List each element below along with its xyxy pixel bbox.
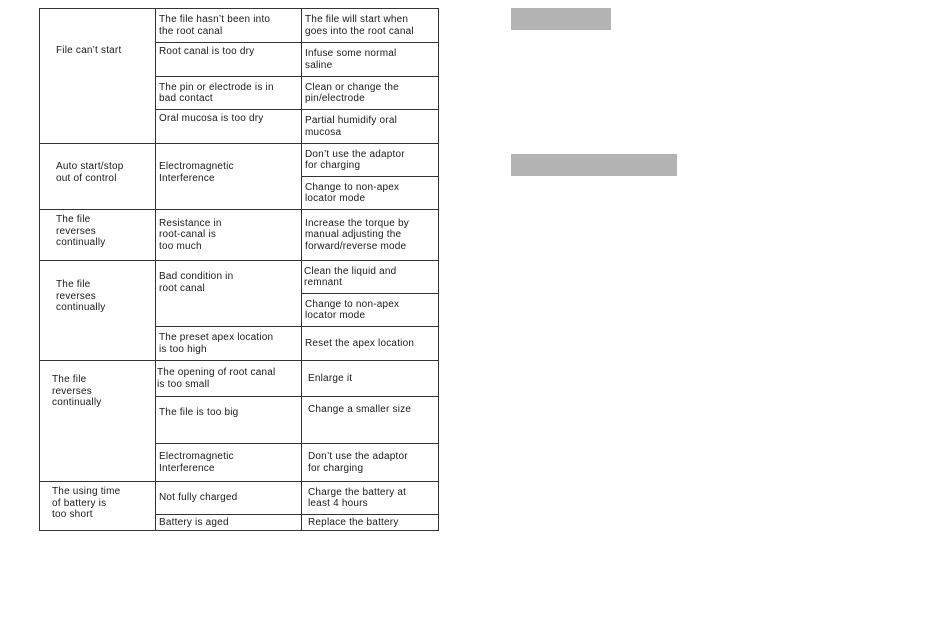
solution-text: Clean the liquid and remnant xyxy=(304,265,397,288)
problem-cell xyxy=(40,144,156,210)
cause-text: Electromagnetic Interference xyxy=(159,451,234,474)
cause-text: Battery is aged xyxy=(159,516,229,528)
solution-text: Change a smaller size xyxy=(308,404,412,415)
cause-cell xyxy=(156,361,302,397)
cause-cell xyxy=(156,397,302,444)
cause-text: The file is too big xyxy=(159,407,239,418)
table-row xyxy=(40,482,439,515)
solution-cell xyxy=(302,294,439,327)
problem-cell xyxy=(40,261,156,361)
cause-cell xyxy=(156,482,302,515)
cause-cell xyxy=(156,43,302,77)
table-row xyxy=(40,361,439,397)
cause-text: Root canal is too dry xyxy=(159,46,255,57)
solution-cell xyxy=(302,444,439,482)
table-row xyxy=(40,144,439,177)
section-heading-bar xyxy=(511,8,611,30)
cause-text: Not fully charged xyxy=(159,492,238,504)
solution-cell xyxy=(302,482,439,515)
solution-cell xyxy=(302,144,439,177)
solution-cell xyxy=(302,9,439,43)
solution-text: Don’t use the adaptor for charging xyxy=(308,451,408,474)
cause-cell xyxy=(156,515,302,531)
problem-cell xyxy=(40,210,156,261)
problem-cell xyxy=(40,482,156,531)
problem-text: The file reverses continually xyxy=(56,214,106,248)
cause-text: Oral mucosa is too dry xyxy=(159,113,264,124)
table-row xyxy=(40,9,439,43)
solution-cell xyxy=(302,210,439,261)
cause-text: The file hasn’t been into the root canal xyxy=(159,14,271,37)
solution-text: Change to non-apex locator mode xyxy=(305,298,400,321)
problem-text: The file reverses continually xyxy=(52,374,102,408)
solution-cell xyxy=(302,77,439,110)
problem-cell xyxy=(40,9,156,144)
solution-text: Clean or change the pin/electrode xyxy=(305,81,399,104)
cause-cell xyxy=(156,261,302,327)
cause-cell xyxy=(156,77,302,110)
cause-cell xyxy=(156,327,302,361)
solution-cell xyxy=(302,177,439,210)
problem-text: File can’t start xyxy=(56,45,122,56)
cause-cell xyxy=(156,9,302,43)
cause-text: Resistance in root-canal is too much xyxy=(159,217,222,252)
solution-cell xyxy=(302,397,439,444)
solution-text: Reset the apex location xyxy=(305,337,415,349)
solution-text: Don’t use the adaptor for charging xyxy=(305,148,405,171)
solution-text: Infuse some normal saline xyxy=(305,48,397,71)
solution-cell xyxy=(302,261,439,294)
problem-text: Auto start/stop out of control xyxy=(56,161,124,184)
solution-cell xyxy=(302,43,439,77)
solution-text: Replace the battery xyxy=(308,516,399,528)
solution-text: The file will start when goes into the root canal xyxy=(305,14,414,37)
problem-text: The file reverses continually xyxy=(56,279,106,313)
solution-text: Increase the torque by manual adjusting the forward/reverse mode xyxy=(305,217,409,252)
cause-text: The pin or electrode is in bad contact xyxy=(159,81,274,104)
cause-cell xyxy=(156,210,302,261)
cause-text: Electromagnetic Interference xyxy=(159,161,234,184)
cause-cell xyxy=(156,444,302,482)
cause-text: The opening of root canal is too small xyxy=(157,367,276,390)
section-heading-bar xyxy=(511,154,677,176)
table-row xyxy=(40,210,439,261)
cause-cell xyxy=(156,110,302,144)
cause-text: The preset apex location is too high xyxy=(159,332,274,355)
solution-text: Partial humidify oral mucosa xyxy=(305,115,398,138)
solution-cell xyxy=(302,515,439,531)
solution-text: Change to non-apex locator mode xyxy=(305,181,400,204)
cause-text: Bad condition in root canal xyxy=(159,271,234,294)
problem-cell xyxy=(40,361,156,482)
table-row xyxy=(40,261,439,294)
cause-cell xyxy=(156,144,302,210)
solution-cell xyxy=(302,110,439,144)
problem-text: The using time of battery is too short xyxy=(52,486,121,520)
troubleshooting-table xyxy=(39,8,439,531)
solution-text: Enlarge it xyxy=(308,372,353,384)
solution-text: Charge the battery at least 4 hours xyxy=(308,486,407,509)
solution-cell xyxy=(302,327,439,361)
solution-cell xyxy=(302,361,439,397)
